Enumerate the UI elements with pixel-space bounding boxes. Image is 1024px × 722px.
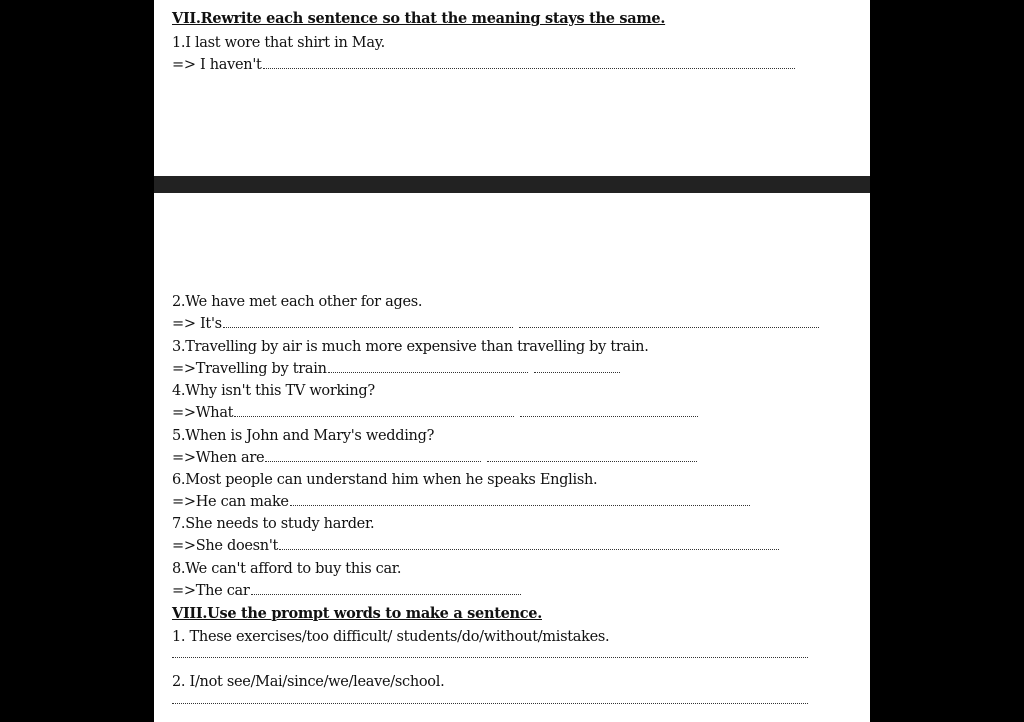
prompt-answer-blank-1 [172,655,808,658]
answer-blank-7 [279,547,779,550]
worksheet-page-bottom [154,193,870,722]
question-6: 6.Most people can understand him when he speaks English. [172,472,598,488]
answer-line-3 [172,360,620,378]
answer-blank-5a [265,459,481,462]
prompt-question-2: 2. I/not see/Mai/since/we/leave/school. [172,674,445,690]
answer-line-4 [172,404,698,422]
answer-blank-1 [263,66,795,69]
answer-prompt-5: =>When are [172,450,265,466]
question-7: 7.She needs to study harder. [172,516,375,532]
answer-blank-2a [223,325,513,328]
section-vii-heading: VII.Rewrite each sentence so that the meaning stays the same. [172,10,666,27]
answer-line-1 [172,56,795,74]
answer-blank-5b [487,459,697,462]
answer-prompt-3: =>Travelling by train [172,361,327,377]
prompt-answer-blank-2 [172,701,808,704]
question-3: 3.Travelling by air is much more expensive than travelling by train. [172,339,649,355]
question-8: 8.We can't afford to buy this car. [172,561,402,577]
answer-blank-8 [251,592,521,595]
answer-line-2 [172,315,819,333]
answer-line-8 [172,582,521,600]
answer-blank-2b [519,325,819,328]
answer-blank-4a [234,414,514,417]
question-4: 4.Why isn't this TV working? [172,383,375,399]
answer-prompt-7: =>She doesn't [172,538,279,554]
answer-blank-3a [328,370,528,373]
answer-blank-6 [290,503,750,506]
worksheet-page-top [154,0,870,176]
answer-prompt-8: =>The car [172,583,250,599]
prompt-question-1: 1. These exercises/too difficult/ students/do/without/mistakes. [172,629,610,645]
answer-blank-3b [534,370,620,373]
question-2: 2.We have met each other for ages. [172,294,423,310]
answer-prompt-4: =>What [172,405,234,421]
answer-prompt-1: => I haven't [172,57,262,73]
section-viii-heading: VIII.Use the prompt words to make a sentence. [172,605,542,622]
answer-prompt-6: =>He can make [172,494,289,510]
answer-blank-4b [520,414,698,417]
question-1: 1.I last wore that shirt in May. [172,35,385,51]
answer-line-5 [172,449,697,467]
page-divider [154,176,870,193]
answer-line-6 [172,493,750,511]
answer-prompt-2: => It's [172,316,222,332]
answer-line-7 [172,537,779,555]
question-5: 5.When is John and Mary's wedding? [172,428,435,444]
